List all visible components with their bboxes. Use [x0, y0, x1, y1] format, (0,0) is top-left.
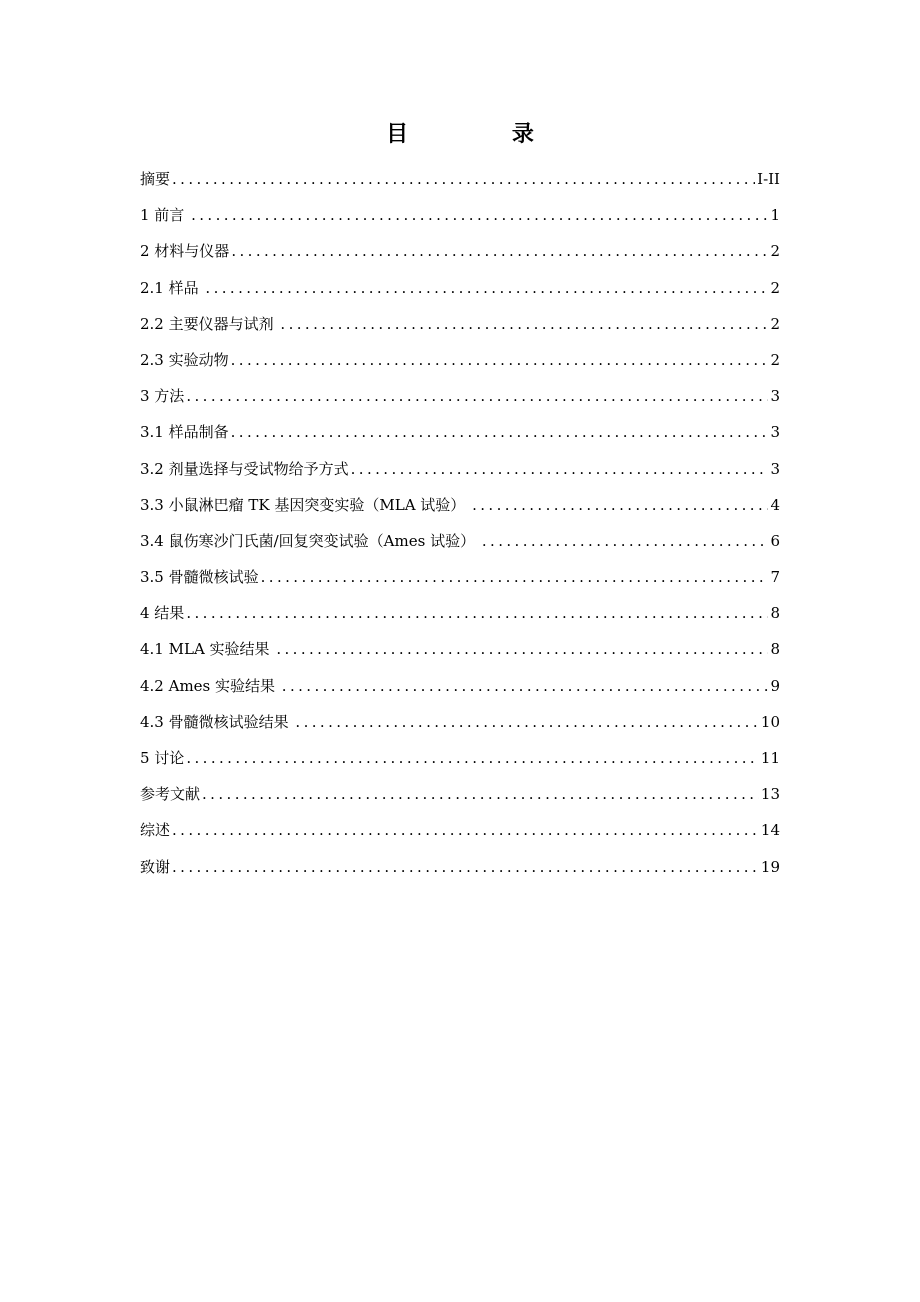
toc-entry-page: 19	[760, 857, 780, 876]
toc-entry-label: 3 方法	[140, 387, 185, 406]
dot-leader	[482, 528, 769, 554]
dot-leader	[295, 709, 759, 735]
toc-entry-label: 1 前言	[140, 206, 190, 225]
dot-leader	[351, 456, 769, 482]
dot-leader	[172, 817, 759, 843]
toc-entry-page: 4	[770, 495, 780, 514]
dot-leader	[261, 564, 769, 590]
toc-entry-label: 4.3 骨髓微核试验结果	[140, 712, 294, 731]
toc-entry-abstract	[140, 166, 780, 202]
dot-leader	[276, 636, 768, 662]
toc-entry-page: 10	[760, 712, 780, 731]
toc-entry-page: 8	[770, 640, 780, 659]
dot-leader	[282, 673, 769, 699]
dot-leader	[280, 311, 768, 337]
toc-entry-label: 3.1 样品制备	[140, 423, 229, 442]
toc-entry-results	[140, 600, 780, 636]
dot-leader	[231, 419, 769, 445]
dot-leader	[186, 600, 768, 626]
toc-entry-page: 3	[770, 387, 780, 406]
toc-entry-page: 2	[770, 278, 780, 297]
toc-entry-label: 综述	[140, 821, 171, 840]
toc-entry-micronucleus-assay	[140, 564, 780, 600]
toc-entry-label: 5 讨论	[140, 749, 185, 767]
toc-entry-sample-prep	[140, 419, 780, 455]
toc-entry-ames-assay	[140, 528, 780, 564]
toc-title: 目 录	[386, 122, 582, 147]
dot-leader	[186, 745, 759, 771]
toc-entry-page: 1	[770, 206, 780, 225]
toc-entry-page: 9	[770, 676, 780, 695]
toc-entry-page: 2	[770, 350, 780, 369]
dot-leader	[202, 781, 759, 807]
toc-entry-page: 6	[770, 531, 780, 550]
dot-leader	[186, 383, 768, 409]
toc-entry-label: 参考文献	[140, 785, 201, 804]
dot-leader	[231, 238, 768, 264]
toc-entry-page: 3	[770, 423, 780, 442]
toc-entry-page: 2	[770, 242, 780, 261]
toc-entry-animals	[140, 347, 780, 383]
toc-entry-label: 4.1 MLA 实验结果	[140, 640, 275, 659]
toc-entry-label: 摘要	[140, 170, 171, 188]
toc-entry-page: 2	[770, 314, 780, 333]
toc-entry-label: 致谢	[140, 857, 171, 876]
toc-entry-page: 14	[760, 821, 780, 840]
toc-entry-page: 8	[770, 604, 780, 623]
toc-entry-page: I-II	[757, 170, 780, 188]
toc-entry-page: 13	[760, 785, 780, 804]
toc-entry-mla-results	[140, 636, 780, 672]
toc-entry-page: 11	[760, 749, 780, 767]
toc-entry-label: 4 结果	[140, 604, 185, 623]
toc-entry-label: 2 材料与仪器	[140, 242, 230, 261]
toc-entry-dose-selection	[140, 456, 780, 492]
toc-entry-samples	[140, 275, 780, 311]
dot-leader	[472, 492, 768, 518]
toc-entry-label: 3.5 骨髓微核试验	[140, 568, 259, 587]
toc-entry-ames-results	[140, 673, 780, 709]
toc-entry-page: 7	[770, 568, 780, 587]
toc-entry-label: 3.4 鼠伤寒沙门氏菌/回复突变试验（Ames 试验）	[140, 531, 480, 550]
toc-entry-review	[140, 817, 780, 853]
toc-entry-label: 2.2 主要仪器与试剂	[140, 314, 279, 333]
dot-leader	[205, 275, 768, 301]
toc-entry-micronucleus-results	[140, 709, 780, 745]
toc-entry-page: 3	[770, 459, 780, 478]
toc-entry-label: 3.3 小鼠淋巴瘤 TK 基因突变实验（MLA 试验）	[140, 495, 471, 514]
toc-entry-methods	[140, 383, 780, 419]
toc-entry-materials	[140, 238, 780, 274]
toc-entry-references	[140, 781, 780, 817]
dot-leader	[231, 347, 769, 373]
toc-entry-acknowledgements	[140, 854, 780, 890]
toc-entry-label: 3.2 剂量选择与受试物给予方式	[140, 459, 349, 478]
toc-entry-mla-assay	[140, 492, 780, 528]
toc-entry-label: 2.3 实验动物	[140, 350, 229, 369]
toc-entry-instruments	[140, 311, 780, 347]
dot-leader	[172, 854, 759, 880]
toc-entry-discussion	[140, 745, 780, 781]
dot-leader	[191, 202, 768, 228]
dot-leader	[172, 166, 755, 192]
table-of-contents	[140, 166, 780, 890]
toc-entry-label: 2.1 样品	[140, 278, 204, 297]
toc-entry-label: 4.2 Ames 实验结果	[140, 676, 280, 695]
toc-entry-introduction	[140, 202, 780, 238]
